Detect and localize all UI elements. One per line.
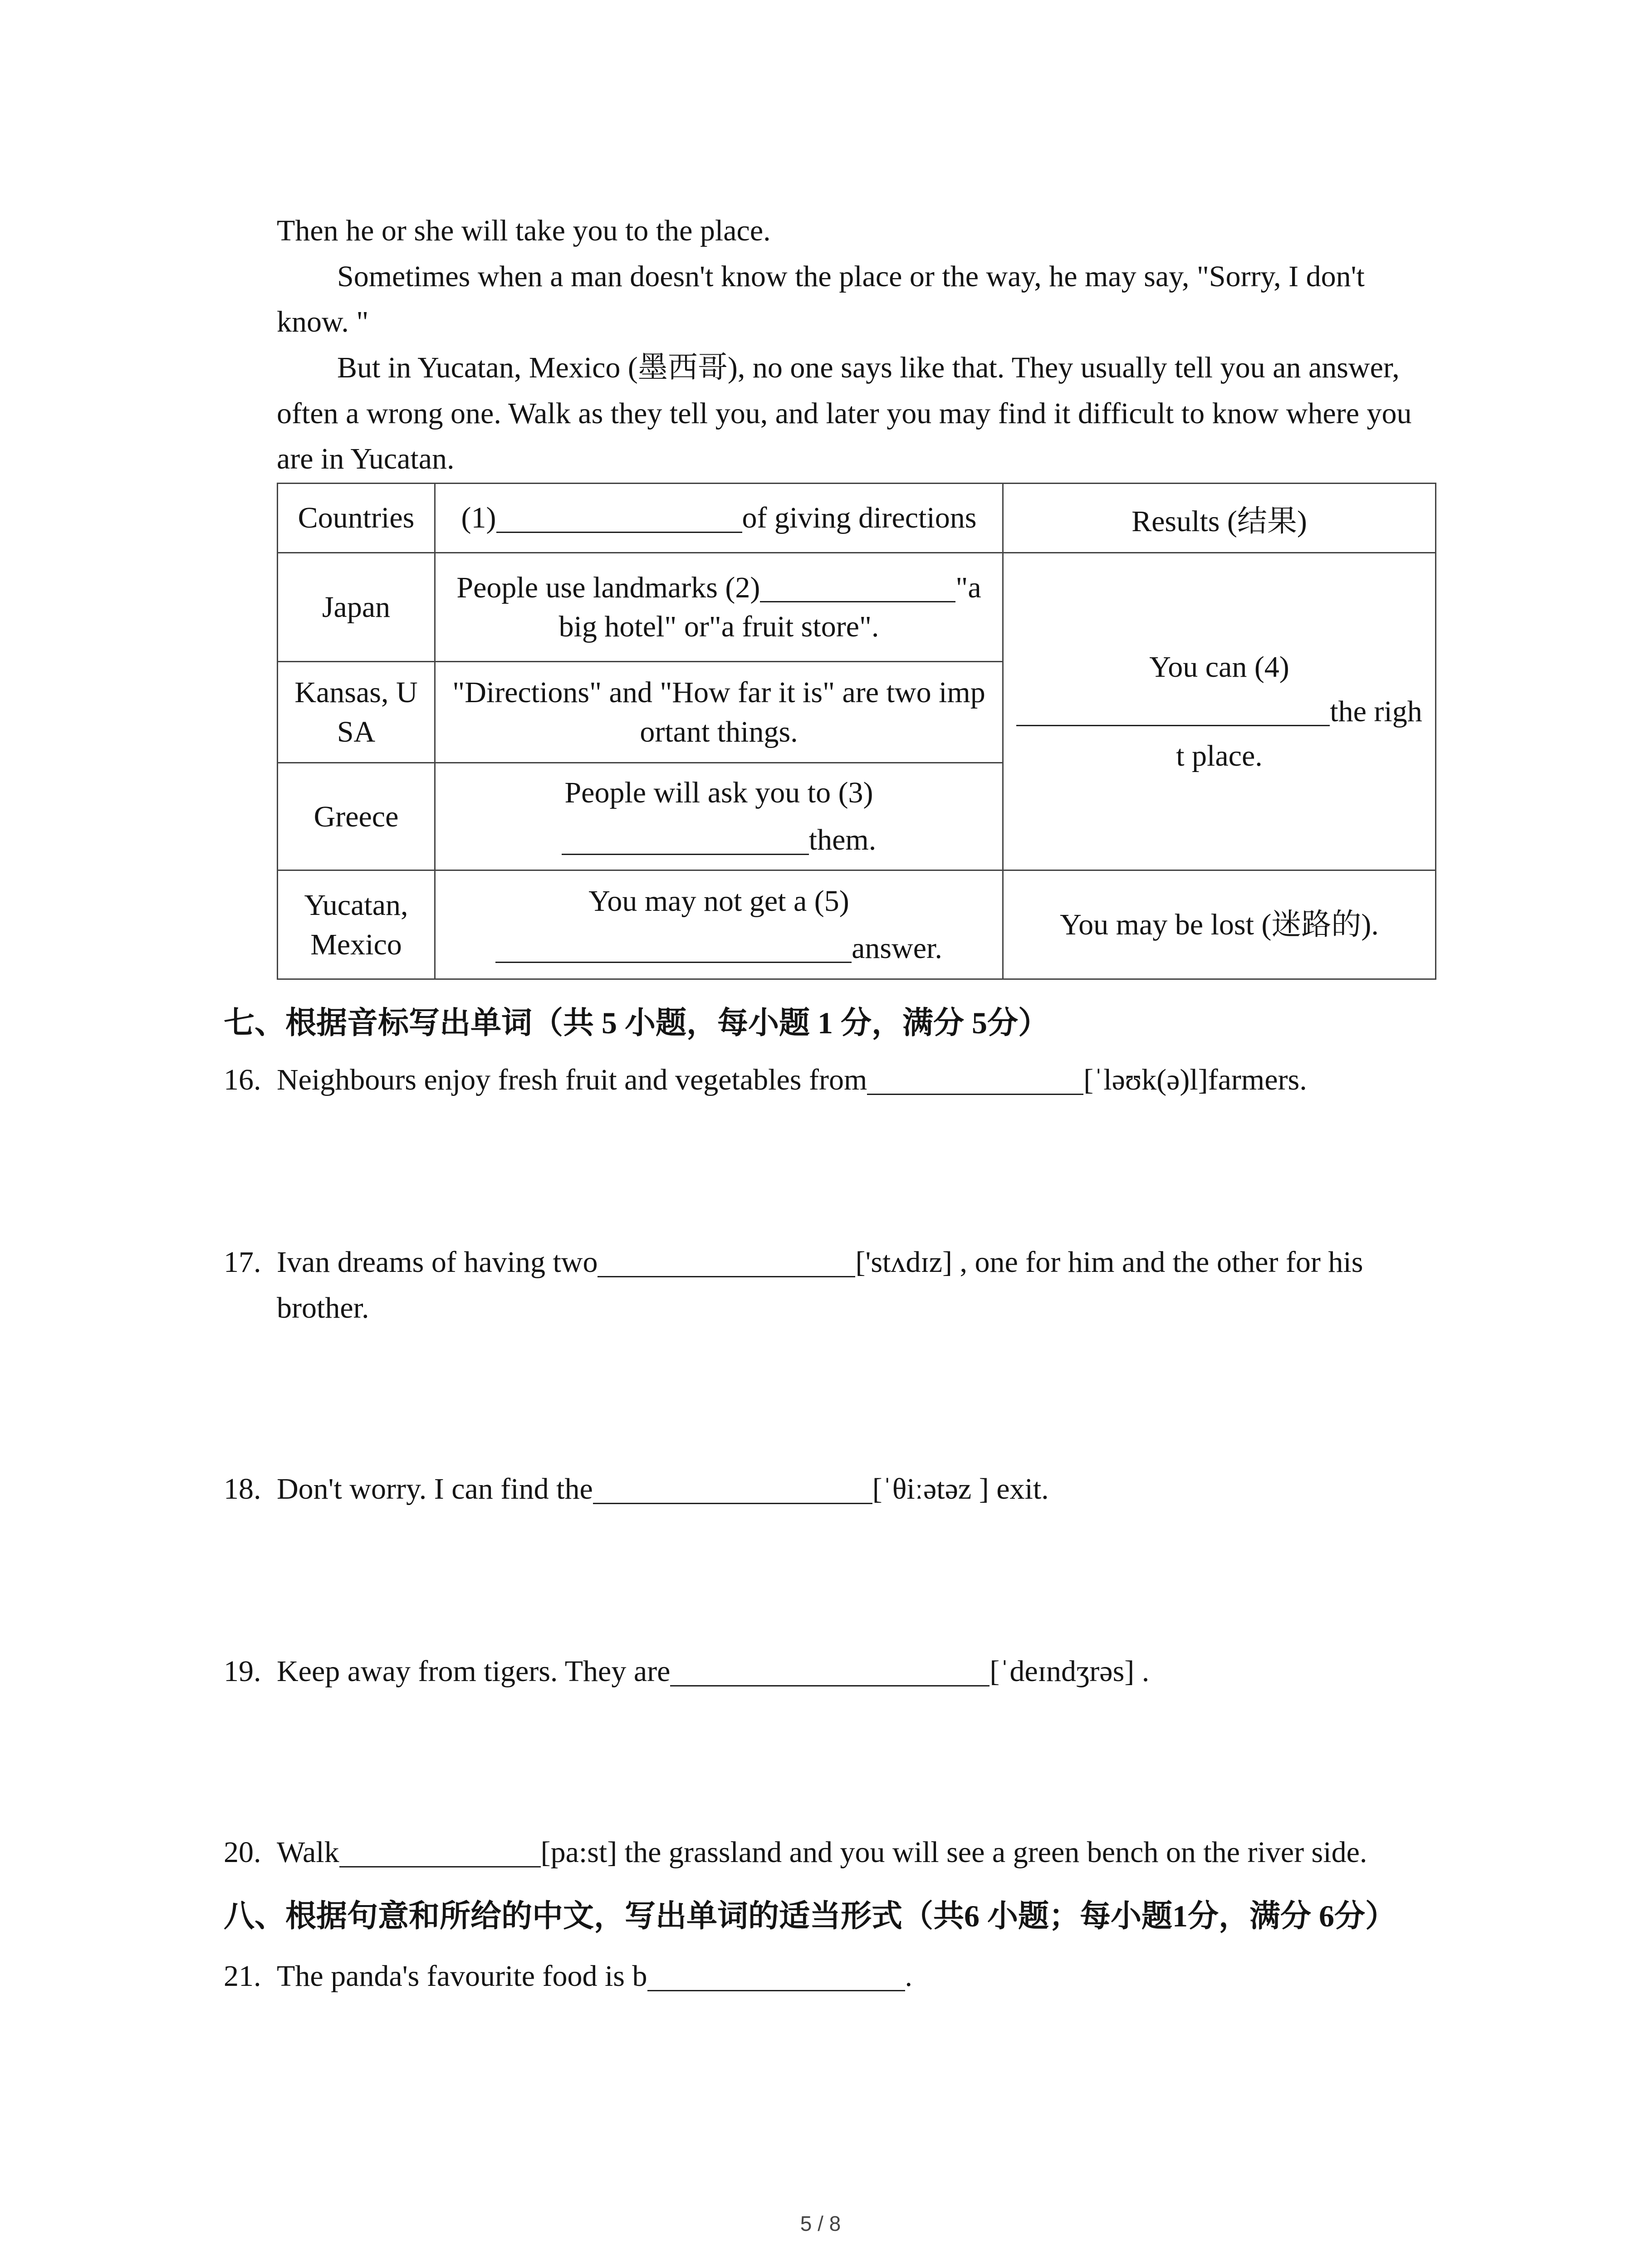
country-name: SA xyxy=(337,715,376,748)
question-number: 20. xyxy=(224,1836,261,1869)
answer-blank-4 xyxy=(1016,701,1330,727)
description-line xyxy=(436,925,1002,972)
answer-blank xyxy=(339,1842,541,1867)
country-name: Kansas, U xyxy=(294,676,418,709)
passage-line: Sometimes when a man doesn't know the place or the way, he may say, "Sorry, I don't xyxy=(337,260,1365,293)
phonetic-hint: [ˈdeɪndʒrəs] . xyxy=(989,1655,1150,1688)
passage-line: Then he or she will take you to the place. xyxy=(277,214,771,247)
country-name: Greece xyxy=(314,800,399,833)
result-line xyxy=(1004,689,1435,734)
header-results xyxy=(1003,484,1436,553)
phonetic-hint: [ˈθiːətəz ] exit. xyxy=(872,1472,1049,1505)
country-cell xyxy=(278,662,435,763)
description-line: ortant things. xyxy=(640,715,798,748)
answer-blank-1 xyxy=(496,508,742,533)
question-18 xyxy=(224,1466,1049,1512)
result-text: the righ xyxy=(1330,694,1422,728)
result-line: You can (4) xyxy=(1149,650,1289,684)
answer-blank xyxy=(867,1070,1083,1095)
header-countries-label: Countries xyxy=(298,501,415,534)
country-cell xyxy=(278,870,435,979)
answer-blank-3 xyxy=(562,830,809,855)
country-cell xyxy=(278,763,435,870)
description-text: them. xyxy=(808,823,877,856)
question-text: Ivan dreams of having two xyxy=(277,1246,598,1279)
phonetic-hint: [ˈləʊk(ə)l]farmers. xyxy=(1083,1063,1307,1096)
phonetic-hint: ['stʌdɪz] , one for him and the other for his xyxy=(855,1246,1363,1279)
question-20 xyxy=(224,1830,1367,1875)
description-line: You may not get a (5) xyxy=(588,884,849,918)
header-method xyxy=(435,484,1003,553)
description-cell xyxy=(435,763,1003,870)
question-number: 18. xyxy=(224,1472,261,1505)
answer-blank xyxy=(647,1966,905,1991)
description-cell xyxy=(435,553,1003,662)
description-line: big hotel" or"a fruit store". xyxy=(558,610,879,643)
country-cell xyxy=(278,553,435,662)
question-number: 19. xyxy=(224,1655,261,1688)
description-line xyxy=(436,568,1002,607)
description-text: People use landmarks (2) xyxy=(456,571,760,604)
question-text: Neighbours enjoy fresh fruit and vegetables from xyxy=(277,1063,867,1096)
question-number: 21. xyxy=(224,1960,261,1993)
directions-table xyxy=(277,483,1436,980)
table-row-japan xyxy=(278,553,1436,662)
description-line xyxy=(436,816,1002,864)
description-text: "a xyxy=(955,571,981,604)
answer-blank xyxy=(598,1252,855,1277)
question-text: Keep away from tigers. They are xyxy=(277,1655,671,1688)
description-text: answer. xyxy=(852,931,942,965)
question-19 xyxy=(224,1649,1149,1694)
passage-line: But in Yucatan, Mexico (墨西哥), no one says like that. They usually tell you an answer, xyxy=(337,351,1400,384)
header-results-label: Results (结果) xyxy=(1132,504,1307,538)
answer-blank-2 xyxy=(760,577,955,603)
question-text: Walk xyxy=(277,1836,339,1869)
table-row-yucatan xyxy=(278,870,1436,979)
answer-blank xyxy=(670,1661,989,1686)
question-continuation: brother. xyxy=(277,1291,369,1325)
description-line: "Directions" and "How far it is" are two imp xyxy=(452,676,985,709)
question-21 xyxy=(224,1954,912,1999)
section-heading-8: 八、根据句意和所给的中文，写出单词的适当形式（共6 小题；每小题1分，满分 6分） xyxy=(224,1899,1396,1933)
question-number: 17. xyxy=(224,1246,261,1279)
question-number: 16. xyxy=(224,1063,261,1096)
result-line: t place. xyxy=(1176,739,1263,772)
result-text: You may be lost (迷路的). xyxy=(1060,908,1379,941)
question-text: Don't worry. I can find the xyxy=(277,1472,593,1505)
description-cell xyxy=(435,662,1003,763)
section-heading-7: 七、根据音标写出单词（共 5 小题，每小题 1 分，满分 5分） xyxy=(224,1006,1049,1040)
question-end: . xyxy=(905,1960,912,1993)
result-cell xyxy=(1003,870,1436,979)
answer-blank xyxy=(593,1479,872,1504)
blank-number-label: (1) xyxy=(461,501,496,534)
description-line: People will ask you to (3) xyxy=(564,776,873,809)
table-header-row xyxy=(278,484,1436,553)
question-16 xyxy=(224,1057,1307,1103)
shared-result-cell xyxy=(1003,553,1436,870)
passage-line: often a wrong one. Walk as they tell you, and later you may find it difficult to know where you xyxy=(277,397,1412,430)
country-name: Yucatan, xyxy=(304,888,408,922)
header-countries xyxy=(278,484,435,553)
description-cell xyxy=(435,870,1003,979)
page-indicator: 5 / 8 xyxy=(800,2212,841,2235)
answer-blank-5 xyxy=(495,938,852,963)
country-name: Mexico xyxy=(310,928,402,961)
phonetic-hint: [pa:st] the grassland and you will see a green bench on the river side. xyxy=(540,1836,1367,1869)
header-method-label: of giving directions xyxy=(742,501,977,534)
country-name: Japan xyxy=(322,591,391,624)
question-17 xyxy=(224,1240,1363,1285)
passage-line: are in Yucatan. xyxy=(277,442,455,475)
passage-line: know. " xyxy=(277,305,369,338)
question-text: The panda's favourite food is b xyxy=(277,1960,647,1993)
